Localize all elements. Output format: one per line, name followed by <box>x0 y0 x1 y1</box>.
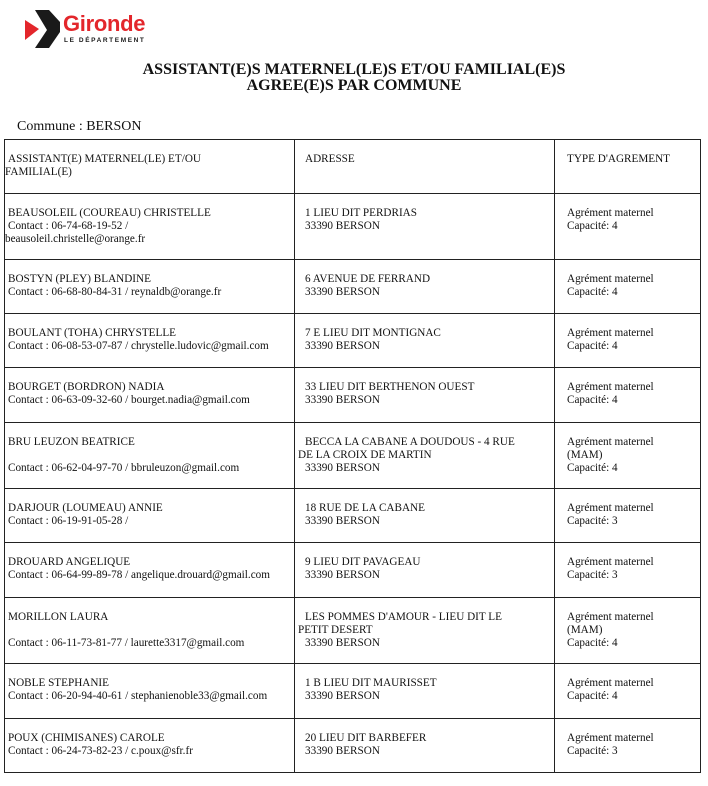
agreement-type-mam: (MAM) <box>567 624 603 636</box>
agreement-type: Agrément maternel <box>567 436 654 448</box>
logo-name: Gironde <box>63 11 146 36</box>
assistant-cell <box>5 260 295 314</box>
assistant-contact: Contact : 06-24-73-82-23 / c.poux@sfr.fr <box>8 745 193 757</box>
address-city: 33390 BERSON <box>305 515 380 527</box>
table-row <box>5 368 701 423</box>
assistant-contact: Contact : 06-68-80-84-31 / reynaldb@orange.fr <box>8 286 222 298</box>
agreement-capacity: Capacité: 4 <box>567 690 618 702</box>
table-row <box>5 719 701 773</box>
header-adresse <box>295 140 555 194</box>
address-city: 33390 BERSON <box>305 220 380 232</box>
gironde-logo <box>25 10 165 50</box>
assistant-contact: Contact : 06-62-04-97-70 / bbruleuzon@gmail.com <box>8 462 240 474</box>
page-title-line1: ASSISTANT(E)S MATERNEL(LE)S ET/OU FAMILIAL(E)S <box>142 61 566 78</box>
address-city: 33390 BERSON <box>305 745 380 757</box>
address-cell <box>295 489 555 543</box>
assistant-contact: Contact : 06-08-53-07-87 / chrystelle.ludovic@gmail.com <box>8 340 269 352</box>
address-cell <box>295 423 555 489</box>
assistant-name: NOBLE STEPHANIE <box>8 677 109 689</box>
agreement-type: Agrément maternel <box>567 381 654 393</box>
agreement-type: Agrément maternel <box>567 502 654 514</box>
assistant-name: BOULANT (TOHA) CHRYSTELLE <box>8 327 177 339</box>
address-street-line2: DE LA CROIX DE MARTIN <box>298 449 432 461</box>
address-city: 33390 BERSON <box>305 637 380 649</box>
assistant-cell <box>5 598 295 664</box>
gironde-logo-icon <box>25 10 61 50</box>
header-type <box>555 140 701 194</box>
type-cell <box>555 489 701 543</box>
agreement-capacity: Capacité: 4 <box>567 637 618 649</box>
header-assistant-line2: FAMILIAL(E) <box>5 166 72 178</box>
address-cell <box>295 598 555 664</box>
type-cell <box>555 260 701 314</box>
address-cell <box>295 719 555 773</box>
agreement-type: Agrément maternel <box>567 207 654 219</box>
table-row <box>5 314 701 368</box>
assistant-cell <box>5 543 295 598</box>
address-city: 33390 BERSON <box>305 690 380 702</box>
address-city: 33390 BERSON <box>305 340 380 352</box>
assistant-name: BEAUSOLEIL (COUREAU) CHRISTELLE <box>8 207 211 219</box>
assistant-cell <box>5 368 295 423</box>
agreement-type: Agrément maternel <box>567 273 654 285</box>
agreement-type: Agrément maternel <box>567 611 654 623</box>
assistant-name: BOURGET (BORDRON) NADIA <box>8 381 165 393</box>
address-cell <box>295 194 555 260</box>
agreement-type: Agrément maternel <box>567 327 654 339</box>
table-header-row <box>5 140 701 194</box>
header-assistant-line1: ASSISTANT(E) MATERNEL(LE) ET/OU <box>8 153 201 165</box>
address-street: 6 AVENUE DE FERRAND <box>305 273 431 285</box>
assistant-cell <box>5 664 295 719</box>
address-city: 33390 BERSON <box>305 394 380 406</box>
agreement-capacity: Capacité: 3 <box>567 515 618 527</box>
type-cell <box>555 664 701 719</box>
address-street: 7 E LIEU DIT MONTIGNAC <box>305 327 441 339</box>
address-cell <box>295 260 555 314</box>
assistant-contact: Contact : 06-11-73-81-77 / laurette3317@gmail.com <box>8 637 245 649</box>
agreement-type: Agrément maternel <box>567 556 654 568</box>
table-row <box>5 260 701 314</box>
agreement-capacity: Capacité: 4 <box>567 286 618 298</box>
address-street-line1: LES POMMES D'AMOUR - LIEU DIT LE <box>305 611 502 623</box>
address-city: 33390 BERSON <box>305 286 380 298</box>
type-cell <box>555 194 701 260</box>
assistant-contact: Contact : 06-19-91-05-28 / <box>8 515 129 527</box>
assistants-table <box>4 139 701 773</box>
table-row <box>5 664 701 719</box>
assistant-contact: Contact : 06-64-99-89-78 / angelique.drouard@gmail.com <box>8 569 270 581</box>
address-street-line1: BECCA LA CABANE A DOUDOUS - 4 RUE <box>305 436 515 448</box>
address-street: 20 LIEU DIT BARBEFER <box>305 732 427 744</box>
assistant-name: BOSTYN (PLEY) BLANDINE <box>8 273 151 285</box>
assistant-cell <box>5 489 295 543</box>
assistant-cell <box>5 719 295 773</box>
address-street: 33 LIEU DIT BERTHENON OUEST <box>305 381 475 393</box>
type-cell <box>555 719 701 773</box>
type-cell <box>555 368 701 423</box>
header-assistant <box>5 140 295 194</box>
page-title-line2: AGREE(E)S PAR COMMUNE <box>246 77 462 94</box>
assistant-name: DARJOUR (LOUMEAU) ANNIE <box>8 502 163 514</box>
header-type-label: TYPE D'AGREMENT <box>567 153 671 165</box>
assistant-cell <box>5 423 295 489</box>
table-row <box>5 194 701 260</box>
assistant-contact: Contact : 06-74-68-19-52 / <box>8 220 129 232</box>
address-cell <box>295 664 555 719</box>
address-street: 1 LIEU DIT PERDRIAS <box>305 207 417 219</box>
type-cell <box>555 314 701 368</box>
assistant-email: beausoleil.christelle@orange.fr <box>5 233 146 245</box>
address-street: 1 B LIEU DIT MAURISSET <box>305 677 437 689</box>
assistant-name: BRU LEUZON BEATRICE <box>8 436 135 448</box>
agreement-capacity: Capacité: 3 <box>567 569 618 581</box>
agreement-capacity: Capacité: 4 <box>567 394 618 406</box>
agreement-capacity: Capacité: 4 <box>567 220 618 232</box>
agreement-type: Agrément maternel <box>567 732 654 744</box>
assistant-name: MORILLON LAURA <box>8 611 109 623</box>
assistant-name: POUX (CHIMISANES) CAROLE <box>8 732 165 744</box>
address-cell <box>295 368 555 423</box>
address-street: 18 RUE DE LA CABANE <box>305 502 425 514</box>
address-street: 9 LIEU DIT PAVAGEAU <box>305 556 421 568</box>
type-cell <box>555 423 701 489</box>
assistant-contact: Contact : 06-63-09-32-60 / bourget.nadia@gmail.com <box>8 394 250 406</box>
page-title <box>0 62 708 94</box>
agreement-capacity: Capacité: 4 <box>567 462 618 474</box>
type-cell <box>555 543 701 598</box>
table-row <box>5 598 701 664</box>
table-row <box>5 543 701 598</box>
assistant-cell <box>5 314 295 368</box>
agreement-type-mam: (MAM) <box>567 449 603 461</box>
address-city: 33390 BERSON <box>305 462 380 474</box>
commune-label: Commune : BERSON <box>17 119 142 134</box>
header-adresse-label: ADRESSE <box>305 153 355 165</box>
address-cell <box>295 543 555 598</box>
address-city: 33390 BERSON <box>305 569 380 581</box>
assistant-contact: Contact : 06-20-94-40-61 / stephanienoble33@gmail.com <box>8 690 268 702</box>
agreement-capacity: Capacité: 3 <box>567 745 618 757</box>
address-cell <box>295 314 555 368</box>
logo-subtitle: LE DÉPARTEMENT <box>64 37 146 44</box>
assistant-name: DROUARD ANGELIQUE <box>8 556 131 568</box>
assistant-cell <box>5 194 295 260</box>
table-row <box>5 423 701 489</box>
address-street-line2: PETIT DESERT <box>298 624 373 636</box>
agreement-type: Agrément maternel <box>567 677 654 689</box>
agreement-capacity: Capacité: 4 <box>567 340 618 352</box>
table-row <box>5 489 701 543</box>
type-cell <box>555 598 701 664</box>
